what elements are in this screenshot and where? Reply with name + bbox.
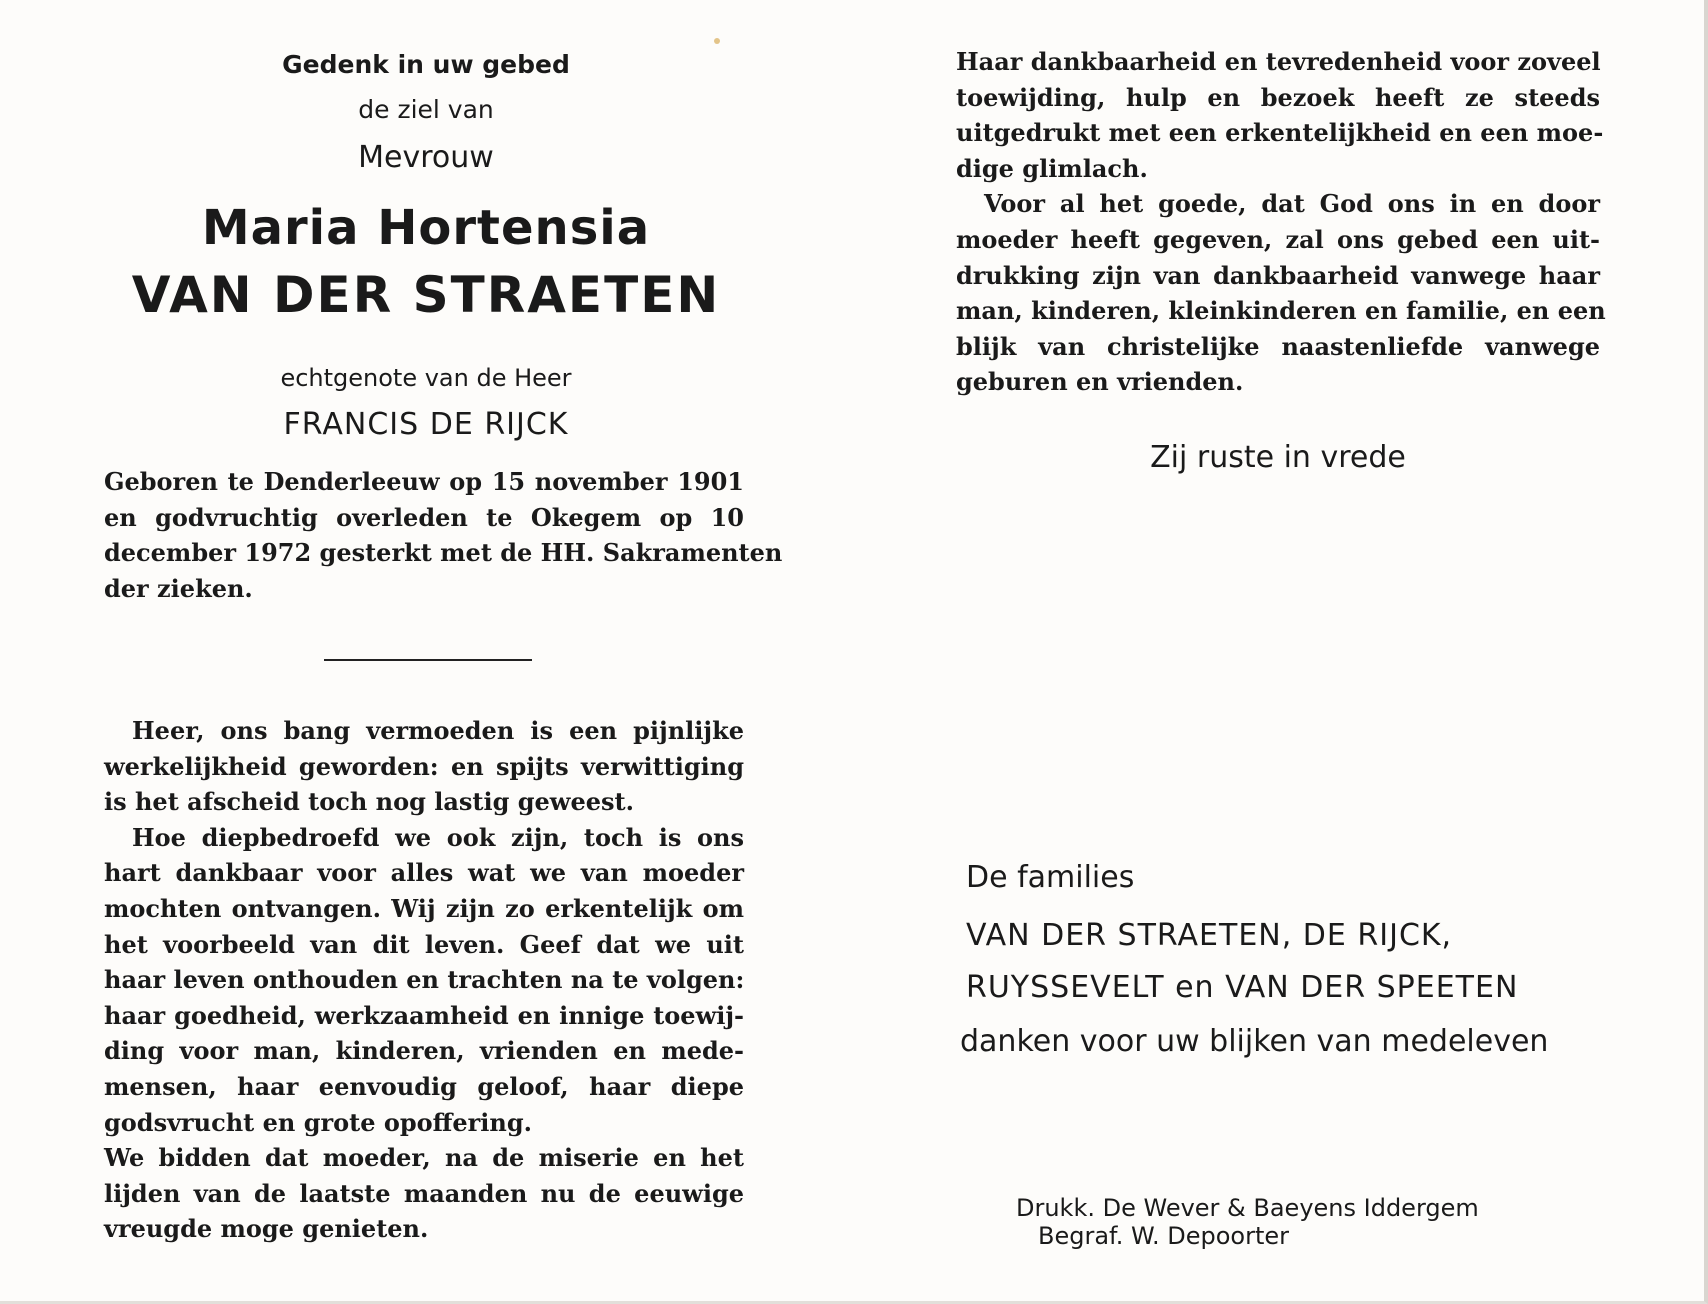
prayer-text: [104, 713, 744, 1247]
text-line: toewijding, hulp en bezoek heeft ze steeds: [956, 82, 1600, 112]
intro-line-2: de ziel van: [358, 95, 494, 124]
text-line: geburen en vrienden.: [956, 367, 1244, 397]
text-line: lijden van de laatste maanden nu de eeuwige: [104, 1178, 744, 1208]
text-line: der zieken.: [104, 573, 253, 603]
text-line: het voorbeeld van dit leven. Geef dat we uit: [104, 929, 744, 959]
text-line: ding voor man, kinderen, vrienden en mede-: [104, 1036, 744, 1066]
families-line-1: VAN DER STRAETEN, DE RIJCK,: [966, 918, 1453, 953]
text-line: dige glimlach.: [956, 153, 1148, 183]
text-line: Hoe diepbedroefd we ook zijn, toch is ons: [132, 822, 744, 852]
funeral-director-credit: Begraf. W. Depoorter: [1038, 1222, 1289, 1250]
text-line: moeder heeft gegeven, zal ons gebed een uit-: [956, 224, 1600, 254]
rest-in-peace: Zij ruste in vrede: [1150, 440, 1406, 475]
text-line: werkelijkheid geworden: en spijts verwittiging: [104, 751, 744, 781]
text-line: mochten ontvangen. Wij zijn zo erkentelijk om: [104, 893, 744, 923]
printer-credit: Drukk. De Wever & Baeyens Iddergem: [1016, 1194, 1479, 1222]
text-line: is het afscheid toch nog lastig geweest.: [104, 787, 634, 817]
text-line: man, kinderen, kleinkinderen en familie, en een: [956, 296, 1606, 326]
text-line: We bidden dat moeder, na de miserie en het: [104, 1143, 744, 1173]
text-line: Heer, ons bang vermoeden is een pijnlijke: [132, 716, 744, 745]
intro-line-1: Gedenk in uw gebed: [282, 50, 570, 79]
text-line: haar goedheid, werkzaamheid en innige toewij-: [104, 1000, 744, 1030]
divider-rule: [324, 659, 532, 661]
left-panel: [104, 0, 783, 1304]
birth-death-text: [104, 464, 783, 606]
text-line: december 1972 gesterkt met de HH. Sakramenten: [104, 538, 783, 568]
text-line: haar leven onthouden en trachten na te volgen:: [104, 965, 745, 995]
text-line: Haar dankbaarheid en tevredenheid voor zoveel: [956, 47, 1601, 76]
families-names: [966, 910, 1518, 1014]
text-line: en godvruchtig overleden te Okegem op 10: [104, 502, 744, 532]
gratitude-text: [956, 44, 1606, 400]
spouse-label: echtgenote van de Heer: [280, 364, 572, 392]
text-line: hart dankbaar voor alles wat we van moeder: [104, 858, 744, 888]
honorific: Mevrouw: [358, 140, 494, 175]
families-label: De families: [966, 860, 1135, 895]
text-line: uitgedrukt met een erkentelijkheid en een moe-: [956, 118, 1604, 148]
deceased-first-names: Maria Hortensia: [201, 200, 651, 256]
thanks-line: danken voor uw blijken van medeleven: [960, 1024, 1549, 1059]
text-line: Geboren te Denderleeuw op 15 november 1901: [104, 467, 744, 496]
text-line: blijk van christelijke naastenliefde vanwege: [956, 331, 1600, 361]
text-line: Voor al het goede, dat God ons in en door: [984, 189, 1600, 219]
deceased-surname: VAN DER STRAETEN: [131, 266, 721, 324]
text-line: drukking zijn van dankbaarheid vanwege haar: [956, 260, 1600, 290]
text-line: godsvrucht en grote opoffering.: [104, 1107, 532, 1137]
families-line-2: RUYSSEVELT en VAN DER SPEETEN: [966, 970, 1519, 1005]
right-panel: [956, 0, 1606, 1304]
spouse-name: FRANCIS DE RIJCK: [283, 407, 569, 442]
text-line: vreugde moge genieten.: [104, 1214, 429, 1244]
text-line: mensen, haar eenvoudig geloof, haar diepe: [104, 1071, 744, 1101]
